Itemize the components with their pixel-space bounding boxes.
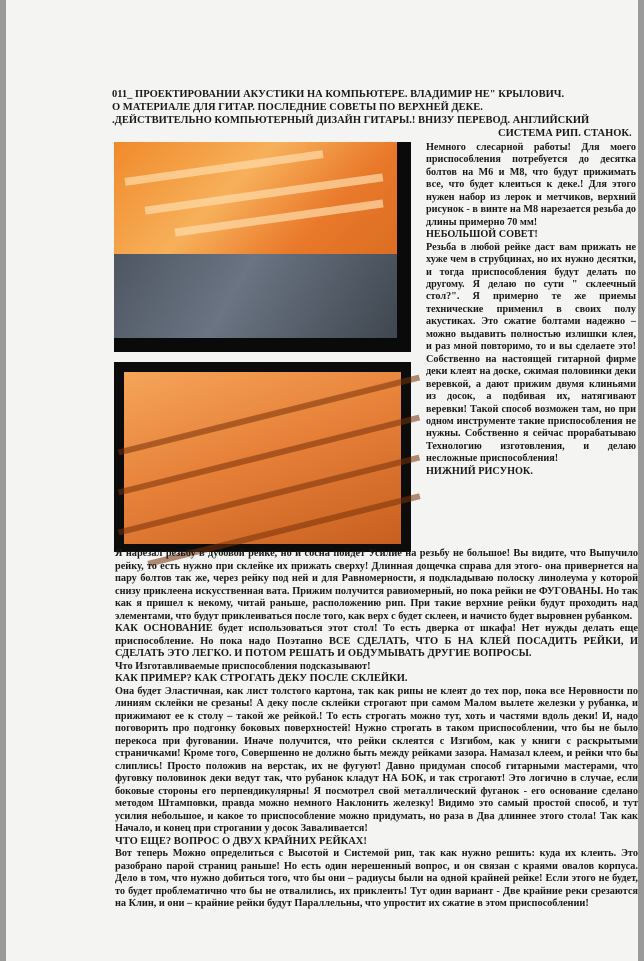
body-heading-3: ЧТО ЕЩЕ? ВОПРОС О ДВУХ КРАЙНИХ РЕЙКАХ! xyxy=(115,835,367,847)
header-line-4: СИСТЕМА РИП. СТАНОК. xyxy=(498,128,632,139)
body-heading-1: КАК ОСНОВАНИЕ будет использоваться этот стол! То есть дверка от шкафа! Нет нужды делать еще приспособление. Но пока надо Поэтапно ВСЕ СДЕЛАТЬ, ЧТО Б НА КЛЕЙ ПОСАДИТЬ РЕЙКИ, И СДЕЛАТЬ ЭТО ЛЕГКО. И ПОТОМ РЕШАТЬ И ОБДУМЫВАТЬ ДРУГИЕ ВОПРОСЫ. xyxy=(115,623,638,659)
body-paragraph-4: Вот теперь Можно определиться с Высотой и Системой рип, так как нужно решить: куда их клеить. Это разобрано парой страниц раньше! Но есть один нерешенный вопрос, и он связан с краями овалов корпуса. Дело в том, что нужно добиться того, что бы они – радиусы были на одной крайней рейке! Если этого не будет, то будет проблематично что бы не отвалились, их приклеить! Тут один вариант - Две крайние реки срезаются на Клин, и они – крайние рейки будут Параллельны, что упростит их сжатие в этом приспособлении! xyxy=(115,848,638,909)
header-line-2: О МАТЕРИАЛЕ ДЛЯ ГИТАР. ПОСЛЕДНИЕ СОВЕТЫ ПО ВЕРХНЕЙ ДЕКЕ. xyxy=(112,102,483,113)
page-header xyxy=(112,88,632,140)
body-heading-2: КАК ПРИМЕР? КАК СТРОГАТЬ ДЕКУ ПОСЛЕ СКЛЕЙКИ. xyxy=(115,673,408,684)
scan-edge-left xyxy=(0,0,6,961)
header-line-1: 011_ ПРОЕКТИРОВАНИИ АКУСТИКИ НА КОМПЬЮТЕРЕ. ВЛАДИМИР НЕ" КРЫЛОВИЧ. xyxy=(112,89,565,100)
scan-edge-right xyxy=(638,0,644,961)
photo-top-orange-area xyxy=(114,142,411,254)
body-paragraph-2: Что Изготавливаемые приспособления подсказывают! xyxy=(115,660,371,672)
main-body-text xyxy=(115,548,638,911)
body-paragraph-3: Она будет Эластичная, как лист толстого картона, так как рипы не клеят до тех пор, пока все Неровности по линиям склейки не срезаны! А деку после склейки строгают при самом Малом вылете железки у рубанка, и прижимают ее к столу – такой же рейкой.! То есть строгать можно тут, хоть и частями вдоль деки! И, надо поговорить про подгонку боковых поверхностей! Нужно строгать в таком приспособлении, что бы не было перекоса при фуговании. Иначе получится, что рейки склеятся с Изгибом, как у книги с раскрытыми страничками! Кроме того, Совершенно не должно быть между рейками зазора. Намазал клеем, и рейки что бы слиплись! Просто положив на верстак, их не фугуют! Давно придуман способ гитарными мастерами, что фуговку половинок деки ведут так, что рубанок кладут НА БОК, и так строгают! Это логично в случае, если боковые стороны его перпендикулярны! Я посмотрел свой металлический фуганок - его основание сделано методом Штамповки, правда можно немного Наклонить железку! Видимо это самый простой способ, и тут усилия небольшое, и какое то приспособление можно придумать, но раза в Два длиннее этого стола! Так как Начало, и конец при строгании у досок Заваливается! xyxy=(115,685,638,834)
right-column-text xyxy=(426,142,636,478)
body-paragraph-1: Я нарезал резьбу в дубовой рейке, но и сосна пойдет Усилие на резьбу не большое! Вы видите, что Выпучило рейку, то есть нужно при склейке их прижать сверху! Длинная дощечка справа для этого- она привернется на пару болтов так же, через рейку под ней и для Равномерности, я подкладываю полоску линолеума у которой снизу приклеена искусственная вата. Прижим получится равиомерный, но пока рейки не ФУГОВАНЫ. Но так как я пришел к некому, читай раньше, расположению рип. При такие верхние рейки будут проходить над элементами, что будут приклеиваться после того, как верх с будет склеен, и начисто будет выровнен рубанком. xyxy=(115,548,638,622)
photo-bottom-gluing-table xyxy=(114,362,411,552)
right-paragraph-2: Резьба в любой рейке даст вам прижать не хуже чем в струбцинах, но их нужно десятки, и тогда приспособления будут делать по другому. Я делаю по сути " склеечный стол?". Я примерно те же приемы технические применил в своих полу акустиках. Это сжатие болтами надежно – можно выдавить полностью излишки клея, и раз мной повторимо, то и вы сделаете это! Собственно на настоящей гитарной фирме деки клеят на доске, сжимая половинки деки веревкой, а дают прижим двумя клиньями из досок, а подбивая их, натягивают веревки! Такой способ возможен там, но при одном инструменте такие приспособления не нужны. Собственно я сейчас прорабатываю Технологию изготовления, и делаю несложные приспособления! xyxy=(426,241,636,465)
right-paragraph-1: Немного слесарной работы! Для моего приспособления потребуется до десятка болтов на М6 и М8, что будут прижимать все, что будет клеиться к деке.! Для этого нужен набор из лерок и метчиков, верхний рисунок - в винте на М8 нарезается резьба до длины примерно 70 мм! xyxy=(426,142,636,228)
right-caption: НИЖНИЙ РИСУНОК. xyxy=(426,465,533,477)
photo-top-threaded-rods xyxy=(114,142,411,352)
header-line-3: .ДЕЙСТВИТЕЛЬНО КОМПЬЮТЕРНЫЙ ДИЗАЙН ГИТАРЫ.! ВНИЗУ ПЕРЕВОД. АНГЛИЙСКИЙ xyxy=(112,115,590,126)
right-heading: НЕБОЛЬШОЙ СОВЕТ! xyxy=(426,229,538,241)
photo-bottom-orange-area xyxy=(124,372,401,544)
